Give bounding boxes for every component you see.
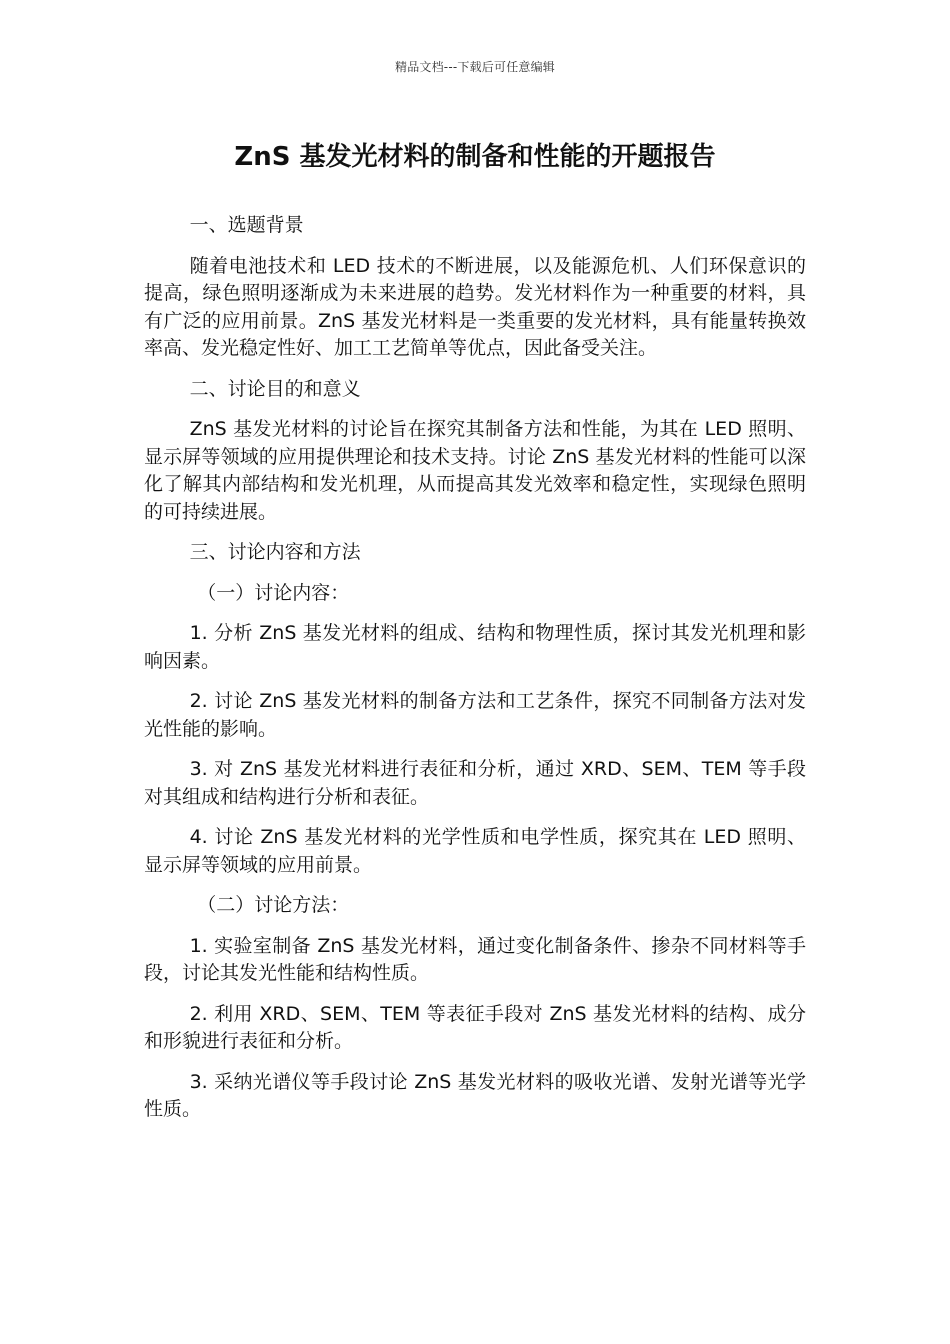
subheading-content: （一）讨论内容：	[197, 581, 350, 604]
list-item-method-2: 2. 利用 XRD、SEM、TEM 等表征手段对 ZnS 基发光材料的结构、成分和形貌进行表征和分析。	[144, 1002, 806, 1052]
list-item-method-1: 1. 实验室制备 ZnS 基发光材料，通过变化制备条件、掺杂不同材料等手段，讨论其发光性能和结构性质。	[144, 934, 806, 984]
page-header: 精品文档---下载后可任意编辑	[395, 60, 555, 74]
section-heading-purpose: 二、讨论目的和意义	[189, 377, 361, 400]
paragraph-background: 随着电池技术和 LED 技术的不断进展，以及能源危机、人们环保意识的提高，绿色照明逐渐成为未来进展的趋势。发光材料作为一种重要的材料，具有广泛的应用前景。ZnS 基发光材料是一类重要的发光材料，具有能量转换效率高、发光稳定性好、加工工艺简单等优点，因此备受关注。	[144, 254, 806, 359]
list-item-content-4: 4. 讨论 ZnS 基发光材料的光学性质和电学性质，探究其在 LED 照明、显示屏等领域的应用前景。	[144, 826, 806, 876]
list-item-content-3: 3. 对 ZnS 基发光材料进行表征和分析，通过 XRD、SEM、TEM 等手段对其组成和结构进行分析和表征。	[144, 758, 806, 808]
list-item-method-3: 3. 采纳光谱仪等手段讨论 ZnS 基发光材料的吸收光谱、发射光谱等光学性质。	[144, 1070, 806, 1120]
document-title: ZnS 基发光材料的制备和性能的开题报告	[234, 142, 716, 172]
subheading-method: （二）讨论方法：	[197, 894, 350, 916]
document-body	[144, 212, 806, 1137]
paragraph-purpose: ZnS 基发光材料的讨论旨在探究其制备方法和性能，为其在 LED 照明、显示屏等领域的应用提供理论和技术支持。讨论 ZnS 基发光材料的性能可以深化了解其内部结构和发光机理，从而提高其发光效率和稳定性，实现绿色照明的可持续进展。	[144, 418, 806, 523]
section-heading-content-method: 三、讨论内容和方法	[189, 541, 361, 563]
section-heading-background: 一、选题背景	[189, 214, 304, 236]
list-item-content-2: 2. 讨论 ZnS 基发光材料的制备方法和工艺条件，探究不同制备方法对发光性能的影响。	[144, 690, 806, 740]
list-item-content-1: 1. 分析 ZnS 基发光材料的组成、结构和物理性质，探讨其发光机理和影响因素。	[144, 622, 806, 672]
